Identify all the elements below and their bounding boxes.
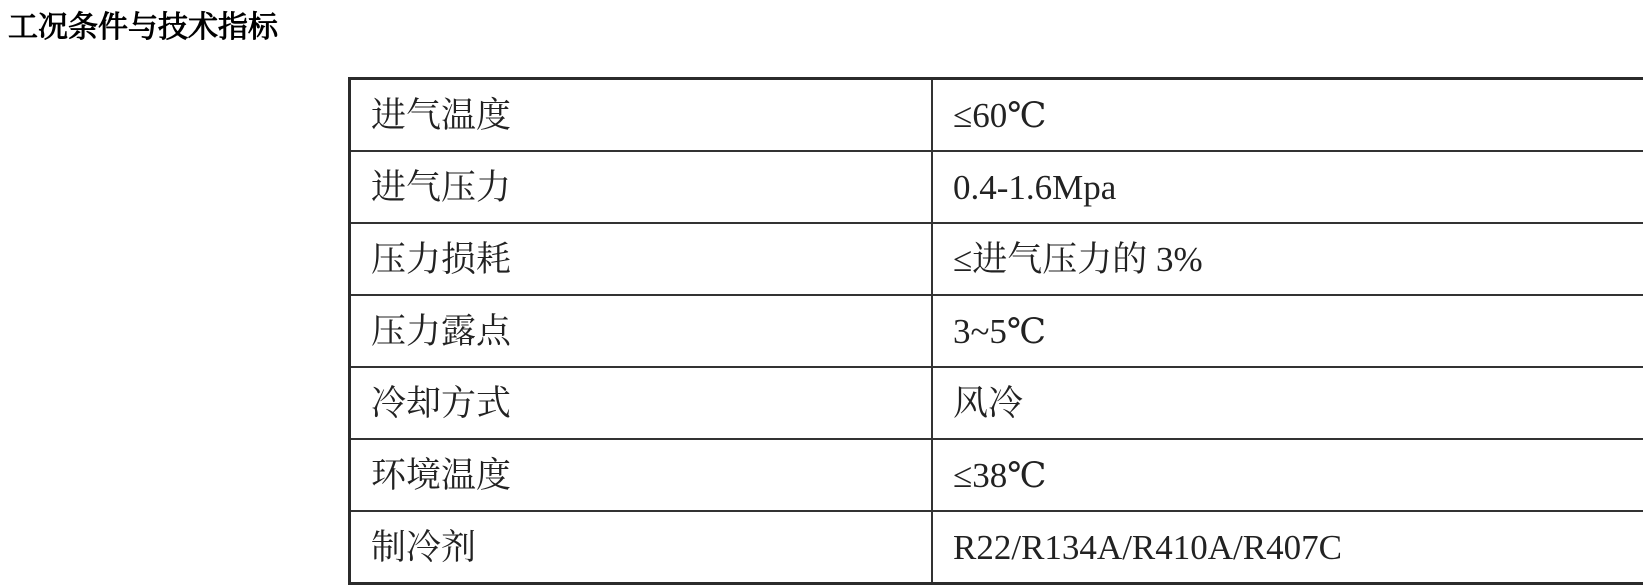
spec-label-cell: 进气压力 bbox=[350, 151, 933, 223]
table-row bbox=[350, 439, 1643, 511]
table-row bbox=[350, 151, 1643, 223]
table-row bbox=[350, 79, 1643, 152]
spec-value-cell: ≤38℃ bbox=[932, 439, 1643, 511]
spec-label-cell: 冷却方式 bbox=[350, 367, 933, 439]
spec-value-cell: R22/R134A/R410A/R407C bbox=[932, 511, 1643, 584]
spec-value-cell: ≤60℃ bbox=[932, 79, 1643, 152]
table-row bbox=[350, 223, 1643, 295]
table-row bbox=[350, 511, 1643, 584]
spec-value-cell: ≤进气压力的 3% bbox=[932, 223, 1643, 295]
table-row bbox=[350, 295, 1643, 367]
spec-label-cell: 压力损耗 bbox=[350, 223, 933, 295]
page-title: 工况条件与技术指标 bbox=[8, 2, 278, 46]
spec-value-cell: 0.4-1.6Mpa bbox=[932, 151, 1643, 223]
spec-label-cell: 环境温度 bbox=[350, 439, 933, 511]
spec-value-cell: 风冷 bbox=[932, 367, 1643, 439]
spec-label-cell: 制冷剂 bbox=[350, 511, 933, 584]
spec-label-cell: 压力露点 bbox=[350, 295, 933, 367]
table-row bbox=[350, 367, 1643, 439]
spec-value-cell: 3~5℃ bbox=[932, 295, 1643, 367]
spec-table bbox=[348, 77, 1643, 585]
spec-label-cell: 进气温度 bbox=[350, 79, 933, 152]
